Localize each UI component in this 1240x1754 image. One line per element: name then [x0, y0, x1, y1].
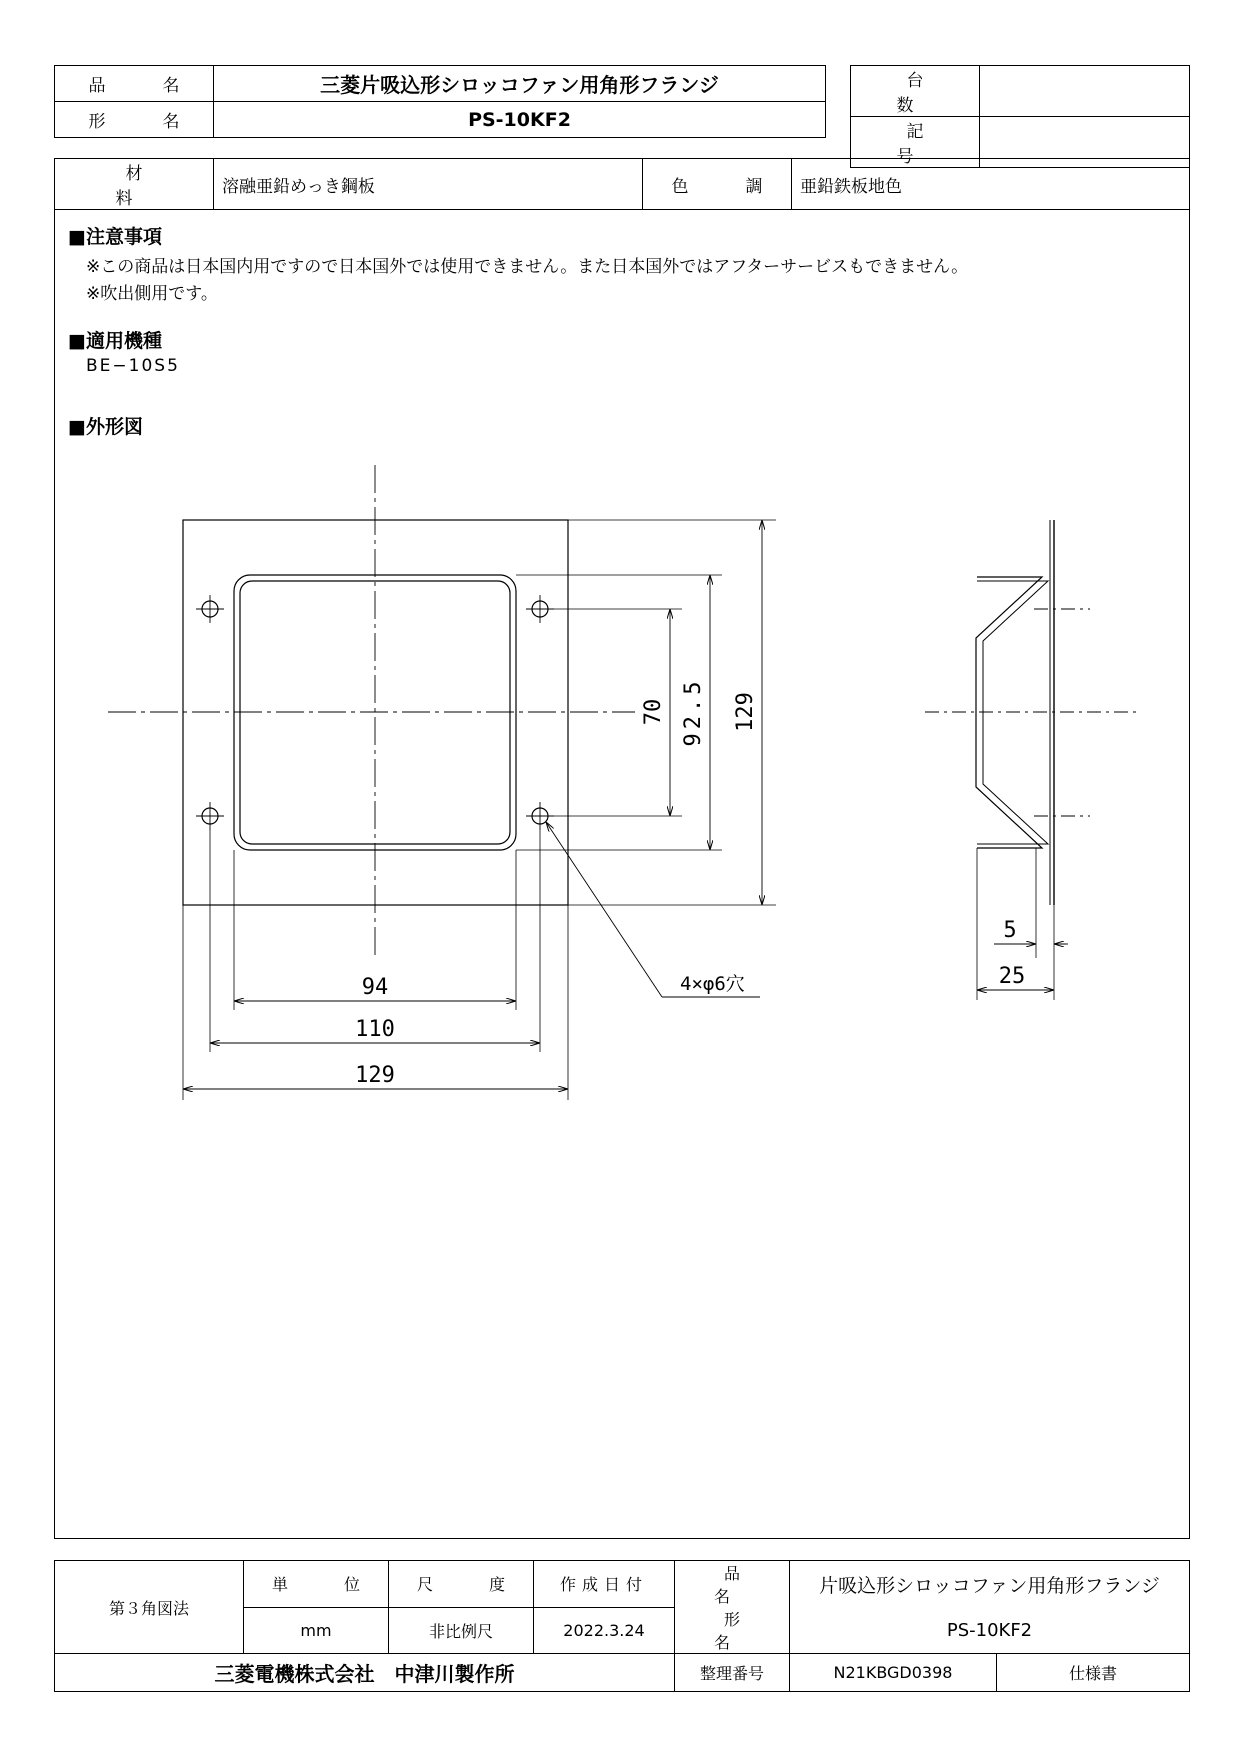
dim-text-5: 5 — [1003, 918, 1017, 943]
dim-text-92-5: 92.5 — [681, 677, 706, 747]
color-label: 色 調 — [643, 159, 792, 210]
applicable-title: ■適用機種 — [68, 330, 162, 352]
ref-label: 整理番号 — [675, 1654, 790, 1692]
company-name: 三菱電機株式会社 中津川製作所 — [55, 1654, 675, 1692]
hole-leader — [546, 822, 662, 997]
footer-model-label: 形 名 — [675, 1607, 790, 1654]
model-label: 形 名 — [55, 102, 214, 138]
unit-value: mm — [244, 1607, 389, 1654]
notes-line-2: ※吹出側用です。 — [86, 284, 218, 304]
material-value: 溶融亜鉛めっき鋼板 — [214, 159, 643, 210]
doc-type: 仕様書 — [997, 1654, 1190, 1692]
dim-text-94: 94 — [361, 975, 389, 1000]
scale-label: 尺 度 — [389, 1561, 534, 1608]
title-block — [54, 1560, 1190, 1692]
footer-product-label: 品 名 — [675, 1561, 790, 1608]
projection-method: 第３角図法 — [55, 1561, 244, 1654]
dim-text-70: 70 — [641, 698, 666, 726]
side-view — [976, 520, 1054, 905]
date-label: 作成日付 — [534, 1561, 675, 1608]
ref-number: N21KBGD0398 — [790, 1654, 997, 1692]
dim-text-110: 110 — [355, 1017, 395, 1042]
date-value: 2022.3.24 — [534, 1607, 675, 1654]
footer-product-name: 片吸込形シロッコファン用角形フランジ — [790, 1561, 1190, 1608]
outline-title: ■外形図 — [68, 416, 143, 438]
dim-text-129-h: 129 — [733, 692, 758, 732]
notes-title: ■注意事項 — [68, 226, 162, 248]
material-label: 材 料 — [55, 159, 214, 210]
scale-value: 非比例尺 — [389, 1607, 534, 1654]
unit-label: 単 位 — [244, 1561, 389, 1608]
dim-text-holes: 4×φ6穴 — [680, 973, 745, 995]
dim-text-129-w: 129 — [355, 1063, 395, 1088]
notes-line-1: ※この商品は日本国内用ですので日本国外では使用できません。また日本国外ではアフターサービスもできません。 — [86, 257, 969, 277]
product-name: 三菱片吸込形シロッコファン用角形フランジ — [214, 66, 826, 102]
quantity-label: 台 数 — [851, 66, 980, 117]
applicable-model: BE−10S5 — [86, 356, 180, 376]
model-name: PS-10KF2 — [214, 102, 826, 138]
color-value: 亜鉛鉄板地色 — [792, 159, 1190, 210]
dim-text-25: 25 — [998, 964, 1026, 989]
symbol-label: 記 号 — [851, 117, 980, 168]
footer-model: PS-10KF2 — [790, 1607, 1190, 1654]
product-name-label: 品 名 — [55, 66, 214, 102]
